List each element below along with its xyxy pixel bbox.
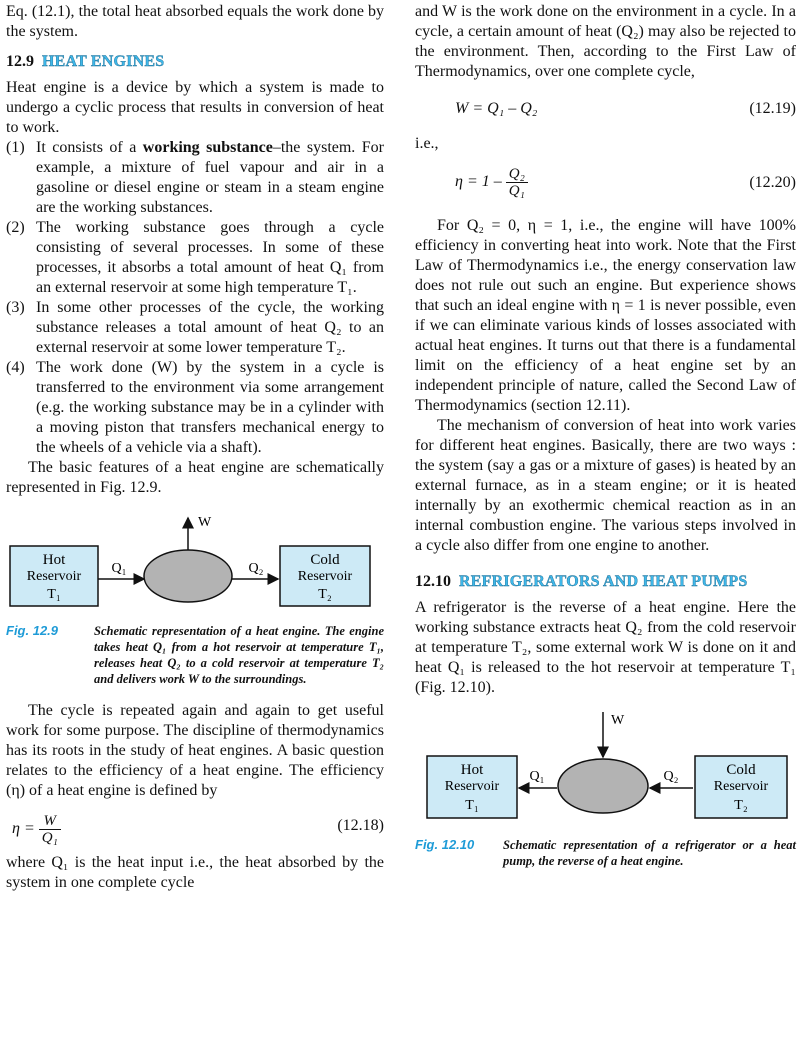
equation-lhs: η = 1 – [455,173,502,191]
fraction [39,813,61,846]
section-number: 12.9 [6,53,34,70]
cold-reservoir-label: Reservoir [297,569,353,584]
fraction [506,166,528,199]
w-label: W [611,713,625,728]
cold-reservoir-label: Reservoir [713,779,769,794]
mechanism-paragraph: The mechanism of conversion of heat into work varies for different heat engines. Basically, there are two ways : the system (say a gas or a mixture of gases) is heated by an external furnace, as in a steam engine; or it is heated internally by an exothermic chemical reaction as in an internal combustion engine. The various steps involved in a cycle also differ from one engine to another. [415,417,796,554]
heat-engine-diagram [6,512,384,612]
equation-lhs: η = [12,820,35,838]
heat-engine-figure [6,512,384,617]
figure-label: Fig. 12.10 [415,837,475,852]
hot-reservoir-temp: T₁ [47,587,61,602]
section-number: 12.10 [415,573,451,590]
continuation-paragraph: and W is the work done on the environment in a cycle. In a cycle, a certain amount of heat (Q₂) may also be rejected to the environment. Then, according to the First Law of Thermodynamics, over one complete cycle, [415,3,796,80]
equation-12-20 [415,160,796,208]
equation-expression: W = Q₁ – Q₂ [455,100,538,117]
fraction-numerator: W [43,813,57,829]
definition-paragraph: Heat engine is a device by which a system is made to undergo a cyclic process that results in conversion of heat to work. [6,79,384,136]
cold-reservoir-temp: T₂ [318,587,332,602]
ie-text: i.e., [415,135,439,152]
figure-caption-text: Schematic representation of a refrigerator or a heat pump, the reverse of a heat engine. [503,838,796,868]
figure-caption [415,837,796,869]
list-text: In some other processes of the cycle, the working substance releases a total amount of heat Q₂ to an external reservoir at some lower temperature T₂. [36,299,384,356]
left-column [6,2,384,893]
engine-ellipse [144,550,232,602]
equation-number: (12.20) [749,174,796,191]
refrigerator-figure [415,708,796,831]
figure-caption-text: Schematic representation of a heat engine. The engine takes heat Q₁ from a hot reservoir at temperature T₁, releases heat Q₂ to a cold reservoir at temperature T₂ and delivers work W to the surroundings. [94,624,384,686]
section-heading-12-10 [415,572,796,592]
intro-paragraph: Eq. (12.1), the total heat absorbed equals the work done by the system. [6,3,384,40]
cycle-paragraph: The cycle is repeated again and again to get useful work for some purpose. The discipline of thermodynamics has its roots in the study of heat engines. A basic question relates to the efficiency of a heat engine. The efficiency (η) of a heat engine is defined by [6,702,384,799]
refrigerator-paragraph: A refrigerator is the reverse of a heat engine. Here the working substance extracts heat Q₂ from the cold reservoir at temperature T₂, some external work W is done on it and heat Q₁ is released to the hot reservoir at temperature T₁ (Fig. 12.10). [415,599,796,696]
figure-label: Fig. 12.9 [6,623,59,638]
fraction-denominator: Q₁ [41,830,58,846]
list-marker: (2) [6,219,25,236]
list-text: The working substance goes through a cycle consisting of several processes. In some of these processes, it absorbs a total amount of heat Q₁ from an external reservoir at some high temperature T₁. [36,219,384,296]
features-paragraph: The basic features of a heat engine are schematically represented in Fig. 12.9. [6,459,384,496]
hot-reservoir-label: Reservoir [444,779,500,794]
refrigerator-diagram [415,708,796,826]
list-text: The work done (W) by the system in a cycle is transferred to the environment via some arrangement (e.g. the working substance may be in a cylinder with a moving piston that transfers mechanical energy to the wheels of a vehicle via a shaft). [36,359,384,456]
equation-expression [12,813,61,846]
list-marker: (3) [6,299,25,316]
hot-reservoir-label: Hot [460,762,484,778]
where-paragraph: where Q₁ is the heat input i.e., the heat absorbed by the system in one complete cycle [6,854,384,891]
list-item [6,218,384,298]
cold-reservoir-temp: T₂ [734,798,748,813]
q1-label: Q₁ [529,769,545,784]
list-bold-term: working substance [142,139,273,156]
fraction-numerator: Q₂ [508,166,525,182]
section-heading-12-9 [6,52,384,72]
list-item [6,298,384,358]
q2-label: Q₂ [663,769,679,784]
equation-number: (12.18) [337,817,384,834]
list-text: It consists of a [36,139,143,156]
q1-label: Q₁ [111,561,127,576]
equation-12-19 [415,88,796,128]
fraction-denominator: Q₁ [508,183,525,199]
w-label: W [198,515,212,530]
list-item [6,138,384,218]
equation-number: (12.19) [749,100,796,117]
feature-list [6,138,384,458]
hot-reservoir-temp: T₁ [465,798,479,813]
hot-reservoir-label: Hot [42,552,66,568]
section-title: REFRIGERATORS AND HEAT PUMPS [459,573,748,590]
figure-caption [6,623,384,687]
cold-reservoir-label: Cold [310,552,340,568]
list-marker: (1) [6,139,25,156]
list-item [6,358,384,458]
cold-reservoir-label: Cold [726,762,756,778]
list-text: –the system. For example, a mixture of fuel vapour and air in a gasoline or diesel engine or steam in a steam engine are the working substances. [36,139,385,216]
equation-expression [455,166,528,199]
right-column [415,2,796,883]
list-marker: (4) [6,359,25,376]
q2-label: Q₂ [248,561,264,576]
refrigerator-ellipse [558,759,648,813]
efficiency-paragraph: For Q₂ = 0, η = 1, i.e., the engine will have 100% efficiency in converting heat into work. Note that the First Law of Thermodynamics i.e., the energy conservation law does not rule out such an engine. But experience shows that such an ideal engine with η = 1 is never possible, even if we can eliminate various kinds of losses associated with actual heat engines. It turns out that there is a fundamental limit on the efficiency of a heat engine set by an independent principle of nature, called the Second Law of Thermodynamics (section 12.11). [415,217,796,414]
hot-reservoir-label: Reservoir [26,569,82,584]
equation-12-18 [6,807,384,847]
section-title: HEAT ENGINES [42,53,165,70]
